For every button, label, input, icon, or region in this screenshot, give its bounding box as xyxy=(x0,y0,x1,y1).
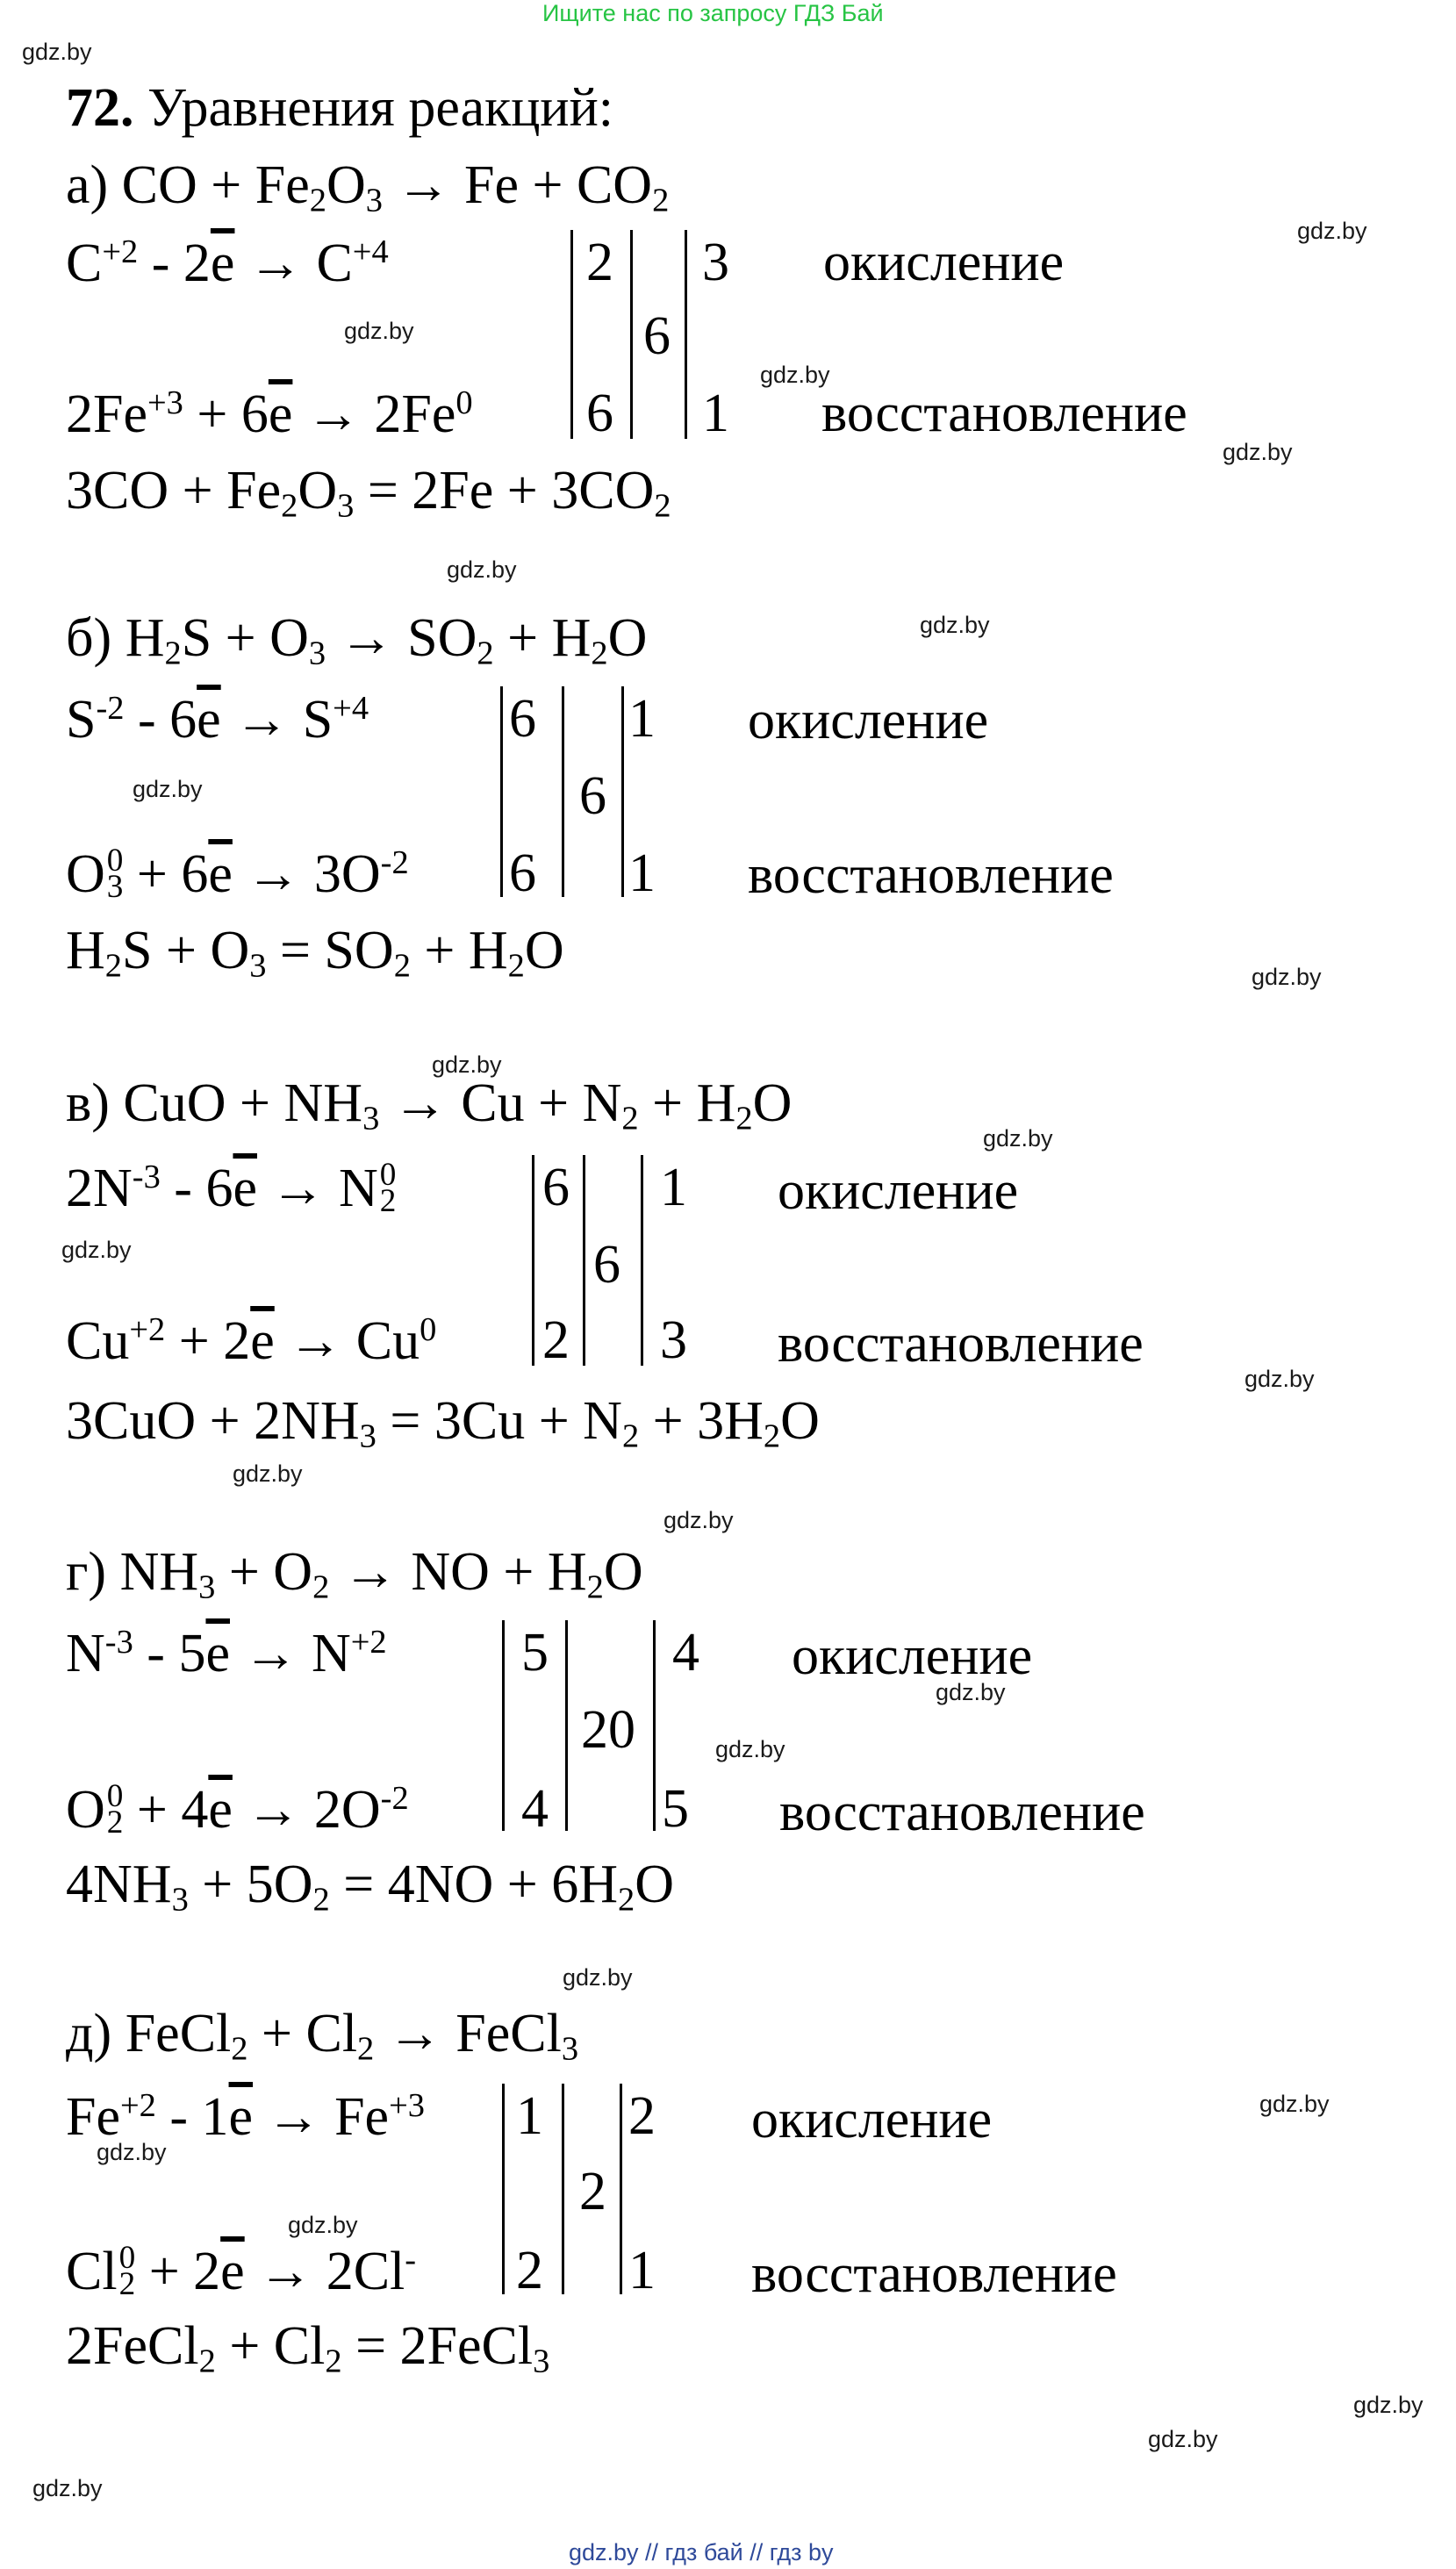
factor: 1 xyxy=(660,1158,687,1217)
oxidation-half-a: $C^{+2} - 2\overline{e} \to C^{+4}$ xyxy=(66,233,389,294)
reaction-scheme-b: б) $H_2S + O_3 \to SO_2 + H_2O$ xyxy=(66,608,648,672)
oxidation-label: окисление xyxy=(823,233,1065,292)
oxidation-half-e: $Fe^{+2} - 1\overline{e} \to Fe^{+3}$ xyxy=(66,2087,425,2148)
reduction-label: восстановление xyxy=(779,1783,1145,1842)
factor: 3 xyxy=(702,233,729,292)
reduction-half-c: $Cu^{+2} + 2\overline{e} \to Cu^0$ xyxy=(66,1311,437,1372)
balanced-equation-a: $3CO + Fe_2O_3 = 2Fe + 3CO_2$ xyxy=(66,461,671,525)
lcm-value: 6 xyxy=(579,766,606,826)
factor: 1 xyxy=(628,843,656,903)
balance-bar xyxy=(620,2084,622,2294)
balance-bar xyxy=(570,230,573,439)
watermark: gdz.by xyxy=(1297,218,1367,244)
balance-bar xyxy=(562,686,564,897)
factor: 1 xyxy=(628,689,656,749)
oxidation-half-b: $S^{-2} - 6\overline{e} \to S^{+4}$ xyxy=(66,690,369,750)
watermark: gdz.by xyxy=(1259,2091,1330,2117)
electron-count: 4 xyxy=(521,1779,549,1839)
factor: 1 xyxy=(702,384,729,443)
reaction-scheme-c: в) CuO + $NH_3 \to Cu + N_2 + H_2O$ xyxy=(66,1073,793,1137)
balance-bar xyxy=(630,230,633,439)
watermark: gdz.by xyxy=(663,1507,734,1533)
oxidation-half-c: $2N^{-3} - 6\overline{e} \to N$ 0 2 xyxy=(66,1156,397,1219)
watermark: gdz.by xyxy=(760,362,830,388)
balanced-equation-c: $3CuO + 2NH_3 = 3Cu + N_2 + 3H_2O$ xyxy=(66,1391,820,1455)
factor: 2 xyxy=(628,2086,656,2146)
balanced-equation-e: 2FeCl$_2$ + $Cl_2$ = 2FeCl$_3$ xyxy=(66,2316,550,2380)
balance-bar xyxy=(532,1155,534,1366)
balance-bar xyxy=(583,1155,585,1366)
electron-count: 1 xyxy=(516,2086,543,2146)
lcm-value: 20 xyxy=(581,1700,635,1760)
balance-bar xyxy=(502,1620,505,1831)
electron-count: 6 xyxy=(509,843,536,903)
reaction-scheme-a: а) CO + $Fe_2O_3 \to Fe + CO_2$ xyxy=(66,155,670,219)
watermark: gdz.by xyxy=(936,1679,1006,1705)
lcm-value: 6 xyxy=(593,1235,620,1295)
top-banner-link[interactable]: Ищите нас по запросу ГДЗ Бай xyxy=(542,0,884,26)
reduction-half-d: O 0 2 + $4\overline{e} \to 2O^{-2}$ xyxy=(66,1777,409,1841)
watermark: gdz.by xyxy=(1252,964,1322,990)
reduction-label: восстановление xyxy=(778,1314,1144,1374)
watermark: gdz.by xyxy=(563,1964,633,1991)
reduction-half-e: Cl 0 2 + $2\overline{e} \to 2Cl^-$ xyxy=(66,2239,417,2302)
balance-bar xyxy=(685,230,687,439)
electron-count: 2 xyxy=(542,1310,570,1370)
balance-bar xyxy=(502,2084,505,2294)
watermark: gdz.by xyxy=(22,39,92,65)
balance-bar xyxy=(653,1620,656,1831)
balance-bar xyxy=(641,1155,643,1366)
task-heading xyxy=(66,78,613,138)
reaction-scheme-d: г) $NH_3 + O_2$ → NO + $H_2O$ xyxy=(66,1542,643,1606)
watermark: gdz.by xyxy=(344,318,414,344)
watermark: gdz.by xyxy=(32,2475,103,2501)
task-title: Уравнения реакций: xyxy=(147,78,613,138)
watermark: gdz.by xyxy=(1148,2426,1218,2452)
factor: 5 xyxy=(662,1779,689,1839)
watermark: gdz.by xyxy=(983,1125,1053,1152)
reaction-scheme-e: д) FeCl$_2$ + $Cl_2$ → FeCl$_3$ xyxy=(66,2004,579,2068)
electron-count: 6 xyxy=(509,689,536,749)
reduction-half-a: $2Fe^{+3} + 6\overline{e} \to 2Fe^0$ xyxy=(66,384,473,445)
watermark: gdz.by xyxy=(1244,1366,1315,1392)
factor: 4 xyxy=(672,1623,699,1683)
balance-bar xyxy=(500,686,503,897)
watermark: gdz.by xyxy=(97,2139,167,2165)
lcm-value: 6 xyxy=(643,306,671,366)
watermark: gdz.by xyxy=(61,1237,132,1263)
footer-links[interactable]: gdz.by // гдз бай // гдз by xyxy=(569,2539,834,2565)
balance-bar xyxy=(565,1620,568,1831)
watermark: gdz.by xyxy=(133,776,203,802)
watermark: gdz.by xyxy=(920,612,990,638)
watermark: gdz.by xyxy=(233,1460,303,1487)
watermark: gdz.by xyxy=(447,556,517,583)
watermark: gdz.by xyxy=(1223,439,1293,465)
factor: 3 xyxy=(660,1310,687,1370)
reduction-label: восстановление xyxy=(821,384,1187,443)
lcm-value: 2 xyxy=(579,2162,606,2221)
electron-count: 2 xyxy=(516,2241,543,2300)
factor: 1 xyxy=(628,2241,656,2300)
oxidation-label: окисление xyxy=(751,2090,993,2149)
oxidation-half-d: $N^{-3} - 5\overline{e} \to N^{+2}$ xyxy=(66,1624,387,1684)
watermark: gdz.by xyxy=(715,1736,785,1762)
balance-bar xyxy=(621,686,624,897)
electron-count: 5 xyxy=(521,1623,549,1683)
balanced-equation-d: $4NH_3 + 5O_2 = 4NO + 6H_2O$ xyxy=(66,1855,675,1919)
watermark: gdz.by xyxy=(1353,2392,1424,2418)
balance-bar xyxy=(562,2084,564,2294)
oxidation-label: окисление xyxy=(748,691,989,750)
oxidation-label: окисление xyxy=(778,1161,1019,1221)
watermark: gdz.by xyxy=(288,2212,358,2238)
reduction-label: восстановление xyxy=(748,845,1114,905)
electron-count: 2 xyxy=(586,233,613,292)
reduction-half-b: O 0 3 + $6\overline{e} \to 3O^{-2}$ xyxy=(66,842,409,905)
oxidation-label: окисление xyxy=(792,1626,1033,1686)
balanced-equation-b: $H_2S + O_3 = SO_2 + H_2O$ xyxy=(66,921,564,985)
task-number: 72. xyxy=(66,78,134,138)
electron-count: 6 xyxy=(586,384,613,443)
electron-count: 6 xyxy=(542,1158,570,1217)
watermark: gdz.by xyxy=(432,1051,502,1078)
reduction-label: восстановление xyxy=(751,2244,1117,2304)
